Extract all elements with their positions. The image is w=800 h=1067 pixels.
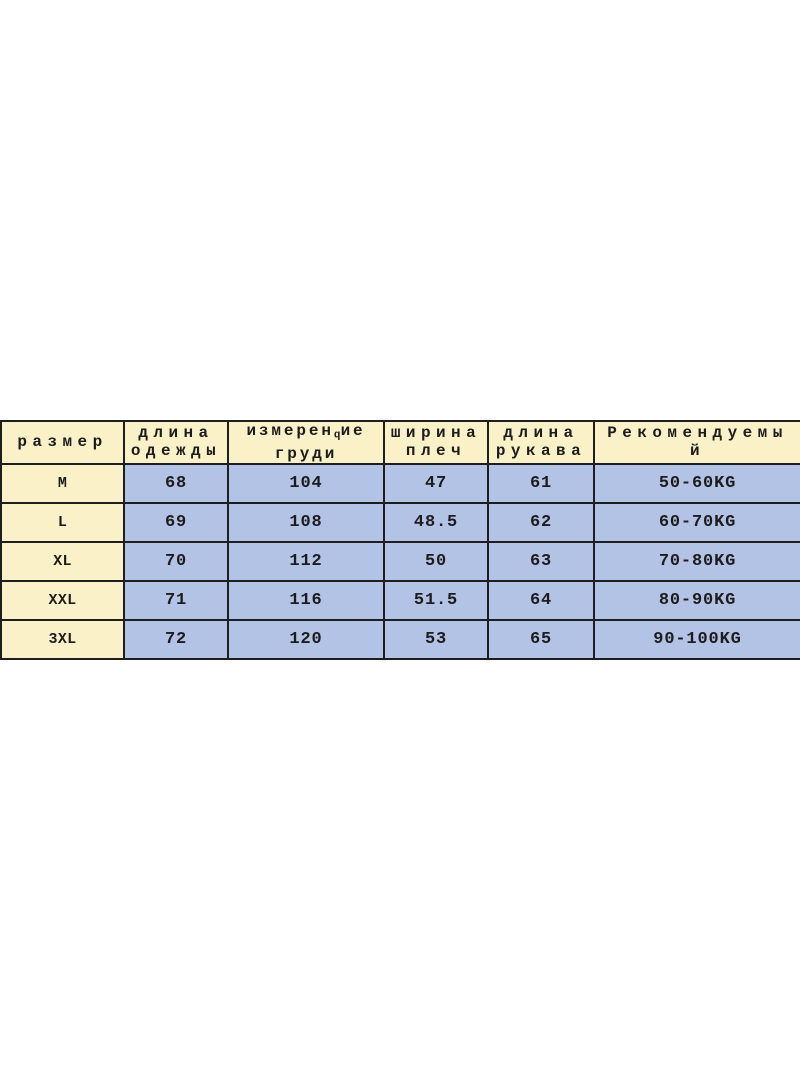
header-subscript-glyph: q bbox=[333, 429, 341, 442]
sleeve-cell: 63 bbox=[488, 542, 594, 581]
header-sleeve-length bbox=[488, 421, 594, 464]
header-chest-measurement bbox=[228, 421, 384, 464]
header-line: груди bbox=[274, 444, 338, 463]
size-cell: L bbox=[1, 503, 124, 542]
shoulder-cell: 51.5 bbox=[384, 581, 488, 620]
size-cell: XXL bbox=[1, 581, 124, 620]
garment-length-cell: 71 bbox=[124, 581, 228, 620]
sleeve-cell: 64 bbox=[488, 581, 594, 620]
table-row-xl bbox=[1, 542, 800, 581]
chest-cell: 112 bbox=[228, 542, 384, 581]
sleeve-cell: 61 bbox=[488, 464, 594, 503]
weight-cell: 60-70KG bbox=[594, 503, 800, 542]
header-line: й bbox=[689, 442, 706, 461]
header-recommended-weight bbox=[594, 421, 800, 464]
garment-length-cell: 72 bbox=[124, 620, 228, 659]
chest-cell: 116 bbox=[228, 581, 384, 620]
table-head bbox=[1, 421, 800, 464]
chest-cell: 104 bbox=[228, 464, 384, 503]
size-cell: 3XL bbox=[1, 620, 124, 659]
header-line: длина bbox=[138, 424, 214, 443]
weight-cell: 90-100KG bbox=[594, 620, 800, 659]
size-cell: XL bbox=[1, 542, 124, 581]
size-cell: M bbox=[1, 464, 124, 503]
table-row-xxl bbox=[1, 581, 800, 620]
header-line: рукава bbox=[495, 442, 587, 461]
header-line bbox=[229, 422, 383, 445]
table-body bbox=[1, 464, 800, 659]
header-row bbox=[1, 421, 800, 464]
table-row-3xl bbox=[1, 620, 800, 659]
weight-cell: 70-80KG bbox=[594, 542, 800, 581]
chest-cell: 120 bbox=[228, 620, 384, 659]
garment-length-cell: 68 bbox=[124, 464, 228, 503]
sleeve-cell: 62 bbox=[488, 503, 594, 542]
weight-cell: 80-90KG bbox=[594, 581, 800, 620]
size-chart-table bbox=[0, 420, 800, 660]
header-text-part: ие bbox=[340, 422, 366, 440]
header-line: размер bbox=[17, 433, 108, 452]
table-row-m bbox=[1, 464, 800, 503]
shoulder-cell: 53 bbox=[384, 620, 488, 659]
header-line: длина bbox=[503, 424, 579, 443]
shoulder-cell: 47 bbox=[384, 464, 488, 503]
header-shoulder-width bbox=[384, 421, 488, 464]
shoulder-cell: 50 bbox=[384, 542, 488, 581]
header-line: плеч bbox=[405, 442, 467, 461]
header-garment-length bbox=[124, 421, 228, 464]
garment-length-cell: 70 bbox=[124, 542, 228, 581]
weight-cell: 50-60KG bbox=[594, 464, 800, 503]
shoulder-cell: 48.5 bbox=[384, 503, 488, 542]
sleeve-cell: 65 bbox=[488, 620, 594, 659]
header-line: Рекомендуемы bbox=[607, 424, 788, 443]
header-line: ширина bbox=[390, 424, 482, 443]
header-size bbox=[1, 421, 124, 464]
header-line: одежды bbox=[130, 442, 222, 461]
garment-length-cell: 69 bbox=[124, 503, 228, 542]
header-text-part: измерен bbox=[246, 422, 334, 440]
table-row-l bbox=[1, 503, 800, 542]
chest-cell: 108 bbox=[228, 503, 384, 542]
